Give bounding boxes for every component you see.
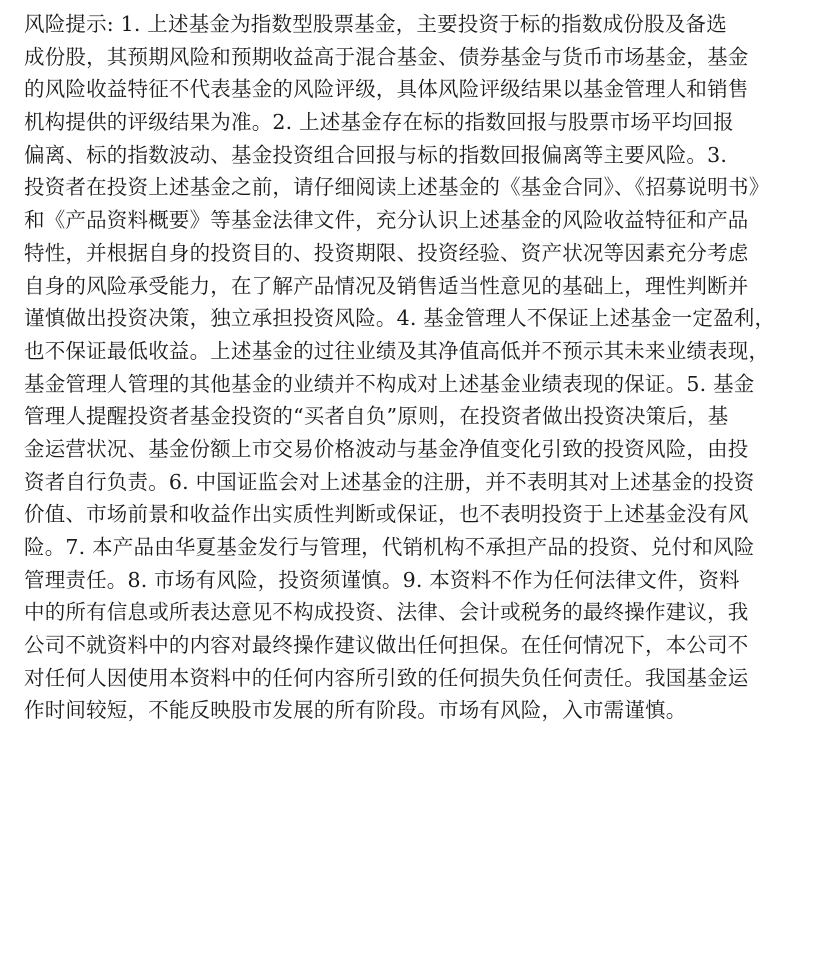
- text-line-3: 的风险收益特征不代表基金的风险评级，具体风险评级结果以基金管理人和销售: [24, 77, 749, 102]
- text-line-15: 资者自行负责。6. 中国证监会对上述基金的注册，并不表明其对上述基金的投资: [24, 469, 755, 494]
- text-line-2: 成份股，其预期风险和预期收益高于混合基金、债券基金与货币市场基金，基金: [24, 44, 749, 69]
- text-line-5: 偏离、标的指数波动、基金投资组合回报与标的指数回报偏离等主要风险。3.: [24, 142, 728, 167]
- text-line-12: 基金管理人管理的其他基金的业绩并不构成对上述基金业绩表现的保证。5. 基金: [24, 371, 755, 396]
- text-line-16: 价值、市场前景和收益作出实质性判断或保证，也不表明投资于上述基金没有风: [24, 502, 749, 527]
- text-line-8: 特性，并根据自身的投资目的、投资期限、投资经验、资产状况等因素充分考虑: [24, 240, 749, 265]
- text-line-21: 对任何人因使用本资料中的任何内容所引致的任何损失负任何责任。我国基金运: [24, 665, 749, 690]
- text-line-6: 投资者在投资上述基金之前，请仔细阅读上述基金的《基金合同》、《招募说明书》: [24, 175, 770, 200]
- text-line-19: 中的所有信息或所表达意见不构成投资、法律、会计或税务的最终操作建议，我: [24, 600, 749, 625]
- text-line-4: 机构提供的评级结果为准。2. 上述基金存在标的指数回报与股票市场平均回报: [24, 110, 734, 135]
- text-line-22: 作时间较短，不能反映股市发展的所有阶段。市场有风险，入市需谨慎。: [24, 698, 687, 723]
- text-line-7: 和《产品资料概要》等基金法律文件，充分认识上述基金的风险收益特征和产品: [24, 208, 749, 233]
- text-line-18: 管理责任。8. 市场有风险，投资须谨慎。9. 本资料不作为任何法律文件，资料: [24, 567, 740, 592]
- text-line-13: 管理人提醒投资者基金投资的“买者自负”原则，在投资者做出投资决策后，基: [24, 404, 729, 429]
- text-line-1: 风险提示: 1. 上述基金为指数型股票基金，主要投资于标的指数成份股及备选: [24, 12, 727, 36]
- text-line-17: 险。7. 本产品由华夏基金发行与管理，代销机构不承担产品的投资、兑付和风险: [24, 535, 755, 559]
- text-line-9: 自身的风险承受能力，在了解产品情况及销售适当性意见的基础上，理性判断并: [24, 273, 749, 298]
- text-line-10: 谨慎做出投资决策，独立承担投资风险。4. 基金管理人不保证上述基金一定盈利，: [24, 306, 776, 331]
- text-line-11: 也不保证最低收益。上述基金的过往业绩及其净值高低并不预示其未来业绩表现，: [24, 338, 770, 363]
- text-line-20: 公司不就资料中的内容对最终操作建议做出任何担保。在任何情况下，本公司不: [24, 633, 749, 658]
- text-line-14: 金运营状况、基金份额上市交易价格波动与基金净值变化引致的投资风险，由投: [24, 436, 749, 461]
